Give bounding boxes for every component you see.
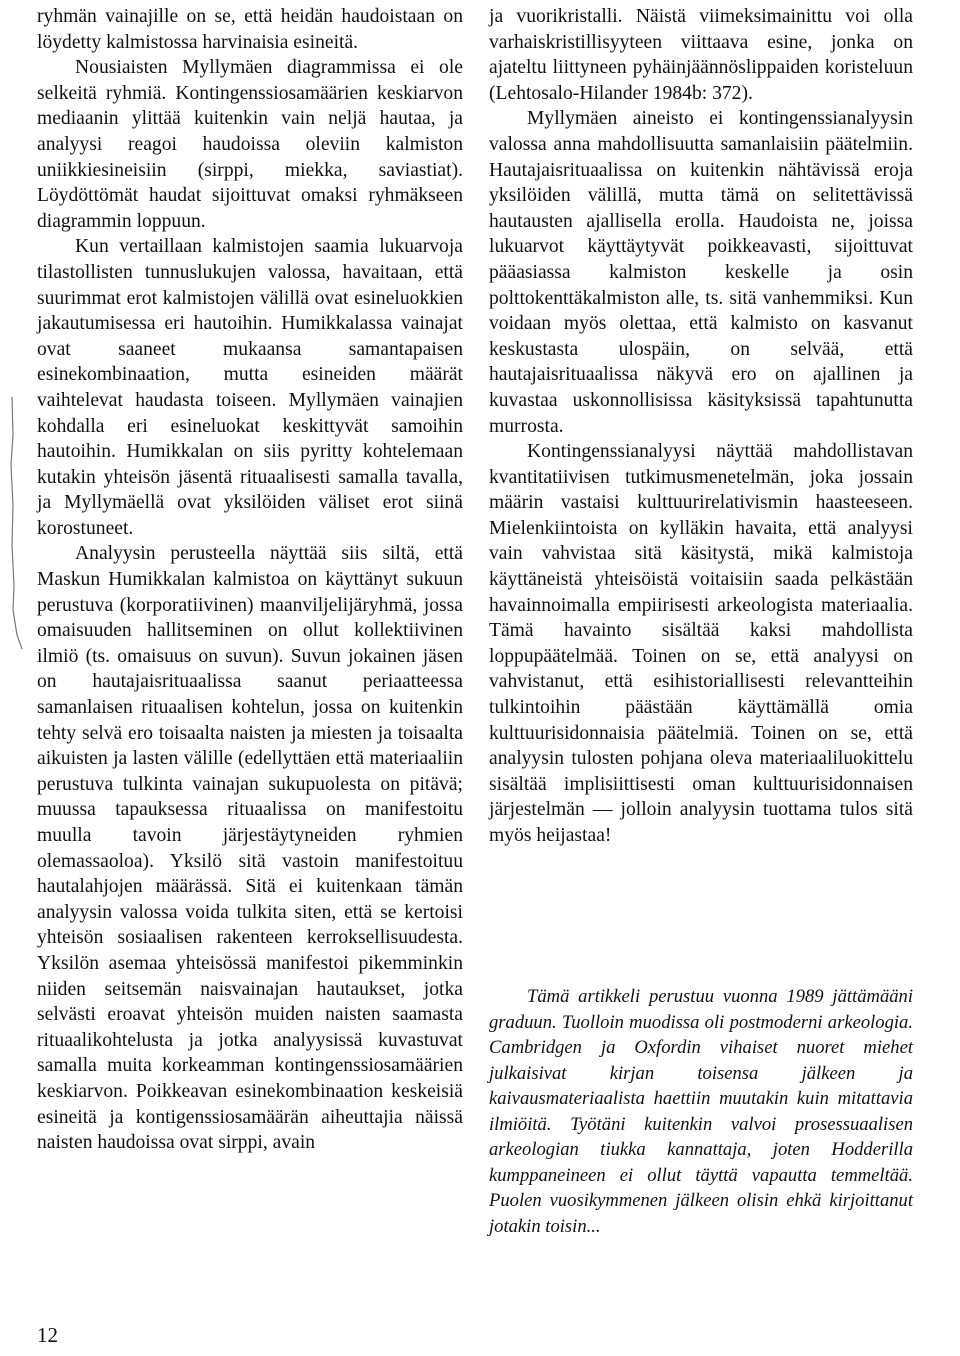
paragraph: Kun vertaillaan kalmistojen saamia lukuarvoja tilastollisten tunnuslukujen valossa, havaitaan, että suurimmat erot kalmistojen välillä ovat esineluokkien jakautumisessa eri hautoihin. Humikkalassa vainajat ovat saaneet mukaansa samantapaisen esinekombinaation, mutta esineiden määrät vaihtelevat haudasta toiseen. Myllymäen vainajien kohdalla eri esineluokat keskittyvät samoihin hautoihin. Humikkalan on siis pyritty kohtelemaan kutakin yhteisön jäsentä rituaalisesti samalla tavalla, ja Myllymäellä ovat yksilöiden väliset erot siinä korostuneet. [37, 236, 463, 539]
paragraph: Analyysin perusteella näyttää siis siltä, että Maskun Humikkalan kalmistoa on käyttänyt sukuun perustuva (korporatiivinen) maanviljelijäryhmä, jossa omaisuuden hallitseminen on ollut kollektiivinen ilmiö (ts. omaisuus on suvun). Suvun jokainen jäsen on hautajaisrituaalissa saanut periaatteessa samanlaisen rituaalisen kohtelun, jossa on kuitenkin tehty selvä ero toisaalta naisten ja miesten ja toisaalta aikuisten ja lasten välille (edellyttäen että materiaaliin perustuva tulkinta vainajan sukupuolesta on pitävä; muussa tapauksessa rituaalissa on manifestoitu muulla tavoin järjestäytyneiden ryhmien olemassaoloa). Yksilö sitä vastoin manifestoituu hautalahjojen määrässä. Sitä ei kuitenkaan tämän analyysin valossa voida tulkita siten, että se kertoisi yhteisön sosiaalisen rakenteen kerroksellisuudesta. Yksilön asemaa yhteisössä manifestoi pikemminkin niiden seitsemän naisvainajan hautaukset, jotka selvästi eroavat yhteisön muiden naisten saamasta rituaalikohtelusta ja jotka analyysissä kuvastuvat samalla muita korkeamman kontingenssiosamäärien keskiarvon. Poikkeavan esinekombinaation keskeisiä esineitä ja kontigenssiosamäärän aiheuttajia näissä naisten haudoissa ovat sirppi, avain [37, 543, 463, 1154]
right-column [489, 4, 913, 849]
paragraph: ja vuorikristalli. Näistä viimeksimainittu voi olla varhaiskristillisyyteen viittaava esine, jonka on ajateltu liittyneen pyhäinjäännöslippaiden koristeluun (Lehtosalo-Hilander 1984b: 372). [489, 6, 913, 104]
margin-mark [0, 395, 30, 650]
paragraph: Myllymäen aineisto ei kontingenssianalyysin valossa anna mahdollisuutta samanlaisiin päätelmiin. Hautajaisrituaalissa on kuitenkin nähtävissä eroja yksilöiden välillä, mutta tämä on selitettävissä hautausten ajallisella erolla. Haudoista ne, joissa lukuarvot käyttäytyvät poikkeavasti, sijoittuvat pääasiassa kalmiston keskelle ja osin polttokenttäkalmiston alle, ts. sitä vanhemmiksi. Kun voidaan myös olettaa, että kalmisto on kasvanut keskustasta ulospäin, on selvää, että hautajaisrituaalissa näkyvä ero on ajallinen ja kuvastaa uskonnollisissa käsityksissä tapahtunutta murrosta. [489, 108, 913, 437]
left-column [37, 4, 463, 1156]
paragraph: Nousiaisten Myllymäen diagrammissa ei ole selkeitä ryhmiä. Kontingenssiosamäärien keskiarvon mediaanin ylittää kuitenkin vain neljä hautaa, ja analyysi reagoi haudoissa oleviin kalmiston uniikkiesineisiin (sirppi, miekka, saviastiat). Löydöttömät haudat sijoittuvat omaksi ryhmäkseen diagrammin loppuun. [37, 57, 463, 232]
author-note: Tämä artikkeli perustuu vuonna 1989 jättämääni graduun. Tuolloin muodissa oli postmoderni arkeologia. Cambridgen ja Oxfordin vihaiset nuoret miehet julkaisivat kirjan toisensa jälkeen ja kaivausmateriaalista haettiin muutakin kuin mitattavia ilmiöitä. Työtäni kuitenkin valvoi prosessuaalisen arkeologian tiukka kannattaja, joten Hodderilla kumppaneineen ei ollut täyttä vapautta temmeltää. Puolen vuosikymmenen jälkeen olisin ehkä kirjoittanut jotakin toisin... [489, 986, 913, 1237]
paragraph: Kontingenssianalyysi näyttää mahdollistavan kvantitatiivisen tutkimusmenetelmän, joka jossain määrin vastaisi kulttuurirelativismin haasteeseen. Mielenkiintoista on kylläkin havaita, että analyysi vain vahvistaa sitä käsitystä, mikä kalmistoja käyttäneistä yhteisöistä voitaisiin saada pelkästään havainnoimalla empiirisesti arkeologista materiaalia. Tämä havainto sisältää kaksi mahdollista loppupäätelmää. Toinen on se, että analyysi on vahvistanut, että esihistoriallisesti relevantteihin tulkintoihin päästään käyttämällä omia kulttuurisidonnaisia päätelmiä. Toinen on se, että analyysin tulosten pohjana oleva materiaaliluokittelu sisältää implisiittisesti oman kulttuurisidonnaisen järjestelmän — jolloin analyysin tuottama tulos sitä myös heijastaa! [489, 441, 913, 846]
paragraph: ryhmän vainajille on se, että heidän haudoistaan on löydetty kalmistossa harvinaisia esineitä. [37, 6, 463, 53]
page-number: 12 [37, 1323, 58, 1347]
